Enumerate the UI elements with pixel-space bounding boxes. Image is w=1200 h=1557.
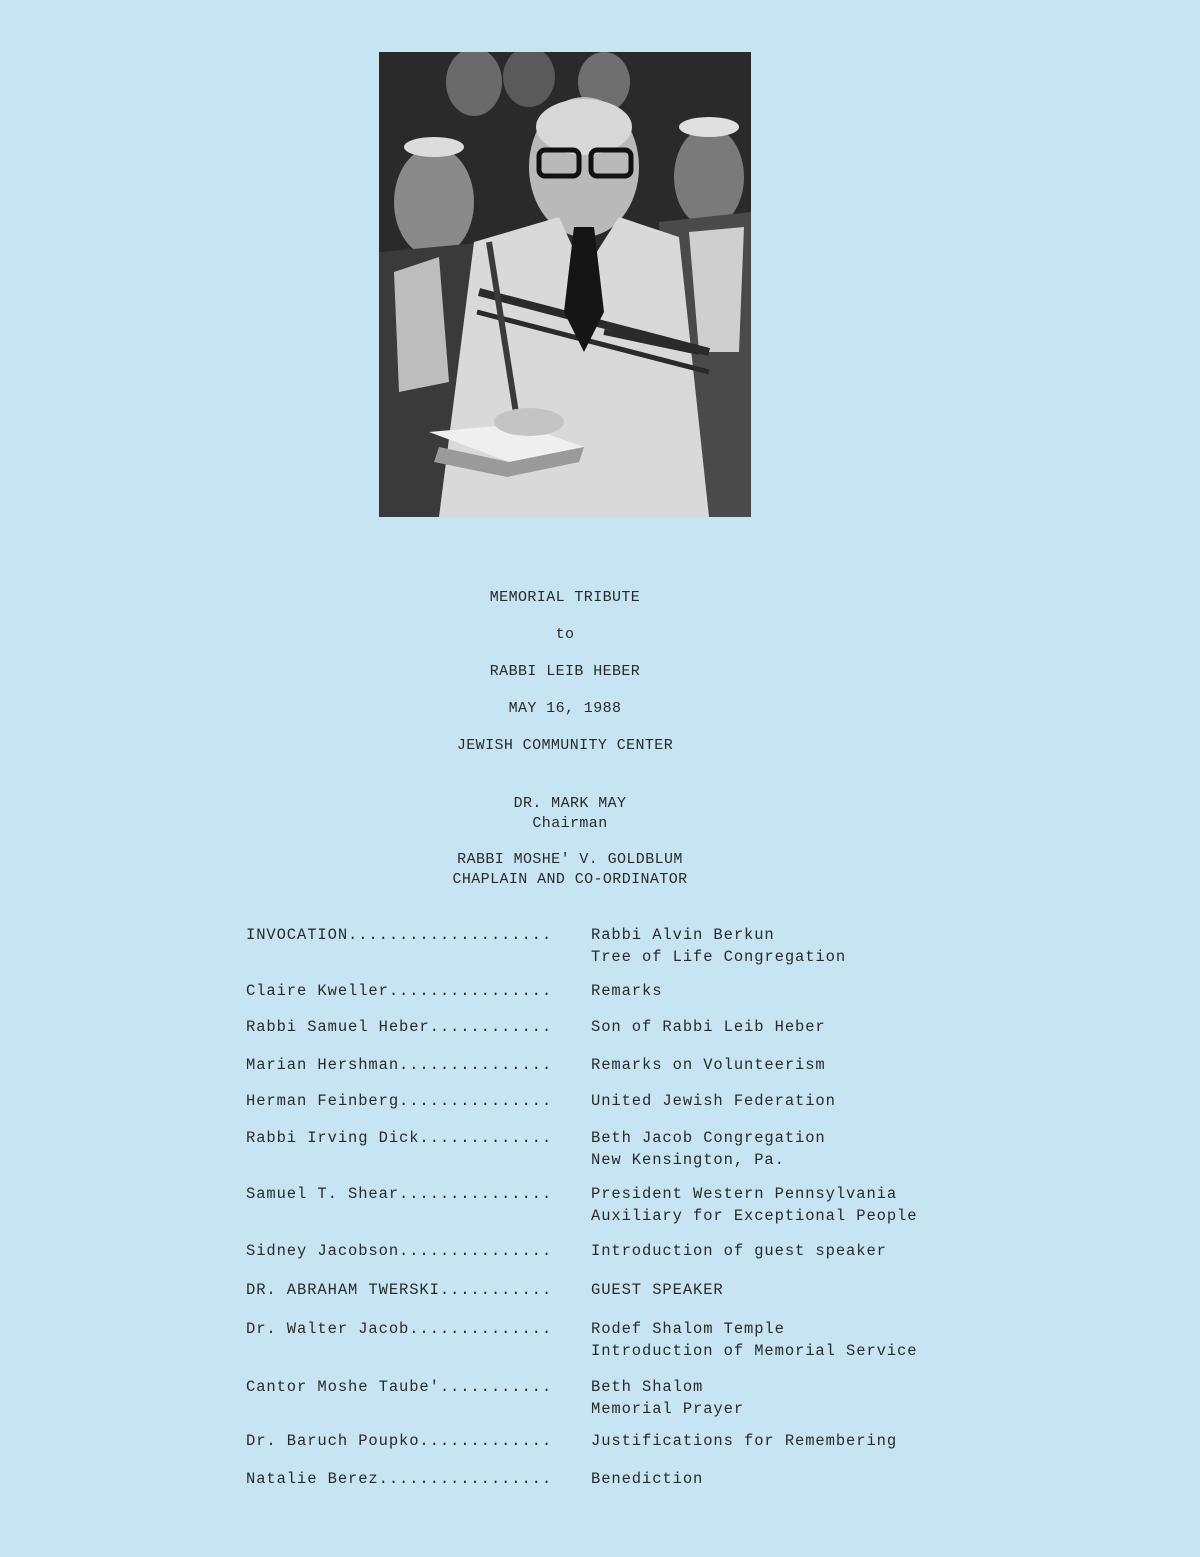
event-date: MAY 16, 1988 xyxy=(508,700,622,717)
program-role-line1: United Jewish Federation xyxy=(591,1092,836,1110)
program-row xyxy=(246,1430,966,1452)
program-role-line1: Remarks xyxy=(591,982,663,1000)
program-role-line1: Rodef Shalom Temple xyxy=(591,1320,785,1338)
program-row xyxy=(246,1318,966,1362)
program-row xyxy=(246,1240,966,1262)
program-row xyxy=(246,980,966,1002)
program-role xyxy=(591,1183,917,1227)
program-role-line2: Memorial Prayer xyxy=(591,1400,745,1418)
program-role-line1: Beth Shalom xyxy=(591,1378,704,1396)
program-role-line2: Introduction of Memorial Service xyxy=(591,1342,918,1360)
program-role-line1: Son of Rabbi Leib Heber xyxy=(591,1018,826,1036)
honoree-name: RABBI LEIB HEBER xyxy=(489,663,641,680)
program-participant: INVOCATION.................... xyxy=(246,926,553,944)
program-role xyxy=(591,1279,724,1301)
program-role xyxy=(591,1090,836,1112)
program-role xyxy=(591,1430,897,1452)
program-row xyxy=(246,1054,966,1076)
program-participant: Marian Hershman............... xyxy=(246,1056,553,1074)
program-role-line1: Rabbi Alvin Berkun xyxy=(591,926,775,944)
program-role-line2: New Kensington, Pa. xyxy=(591,1151,785,1169)
program-participant: Claire Kweller................ xyxy=(246,982,553,1000)
tribute-title: MEMORIAL TRIBUTE xyxy=(489,589,641,606)
program-participant: Sidney Jacobson............... xyxy=(246,1242,553,1260)
program-participant: Rabbi Samuel Heber............ xyxy=(246,1018,553,1036)
event-venue: JEWISH COMMUNITY CENTER xyxy=(456,737,674,754)
program-role-line1: Introduction of guest speaker xyxy=(591,1242,887,1260)
program-role-line1: Benediction xyxy=(591,1470,704,1488)
program-role xyxy=(591,1376,744,1420)
chaplain-title: CHAPLAIN AND CO-ORDINATOR xyxy=(452,871,688,888)
tribute-to: to xyxy=(555,626,575,643)
program-role xyxy=(591,1240,887,1262)
chairman-title: Chairman xyxy=(532,815,608,832)
portrait-photo xyxy=(379,52,751,517)
program-row xyxy=(246,1279,966,1301)
program-role-line2: Auxiliary for Exceptional People xyxy=(591,1207,918,1225)
program-participant: Dr. Walter Jacob.............. xyxy=(246,1320,553,1338)
program-participant: Rabbi Irving Dick............. xyxy=(246,1129,553,1147)
chaplain-block xyxy=(420,850,720,890)
program-row xyxy=(246,1183,966,1227)
chairman-block xyxy=(480,794,660,834)
program-participant: Cantor Moshe Taube'........... xyxy=(246,1378,553,1396)
program-role-line1: Justifications for Remembering xyxy=(591,1432,898,1450)
program-role xyxy=(591,1318,917,1362)
program-role-line2: Tree of Life Congregation xyxy=(591,948,847,966)
program-role xyxy=(591,1127,826,1171)
program-role-line1: President Western Pennsylvania xyxy=(591,1185,898,1203)
portrait-photo-icon xyxy=(379,52,751,517)
program-row xyxy=(246,924,966,968)
program-role-line1: GUEST SPEAKER xyxy=(591,1281,724,1299)
program-row xyxy=(246,1127,966,1171)
program-participant: DR. ABRAHAM TWERSKI........... xyxy=(246,1281,553,1299)
program-participant: Herman Feinberg............... xyxy=(246,1092,553,1110)
program-role xyxy=(591,980,662,1002)
program-role xyxy=(591,1468,703,1490)
chaplain-name: RABBI MOSHE' V. GOLDBLUM xyxy=(457,851,683,868)
program-participant: Natalie Berez................. xyxy=(246,1470,553,1488)
program-role-line1: Beth Jacob Congregation xyxy=(591,1129,826,1147)
program-row xyxy=(246,1090,966,1112)
program-participant: Samuel T. Shear............... xyxy=(246,1185,553,1203)
program-role xyxy=(591,924,846,968)
program-role xyxy=(591,1016,826,1038)
program-role xyxy=(591,1054,826,1076)
program-role-line1: Remarks on Volunteerism xyxy=(591,1056,826,1074)
chairman-name: DR. MARK MAY xyxy=(513,795,627,812)
program-row xyxy=(246,1468,966,1490)
program-row xyxy=(246,1016,966,1038)
program-participant: Dr. Baruch Poupko............. xyxy=(246,1432,553,1450)
program-row xyxy=(246,1376,966,1420)
